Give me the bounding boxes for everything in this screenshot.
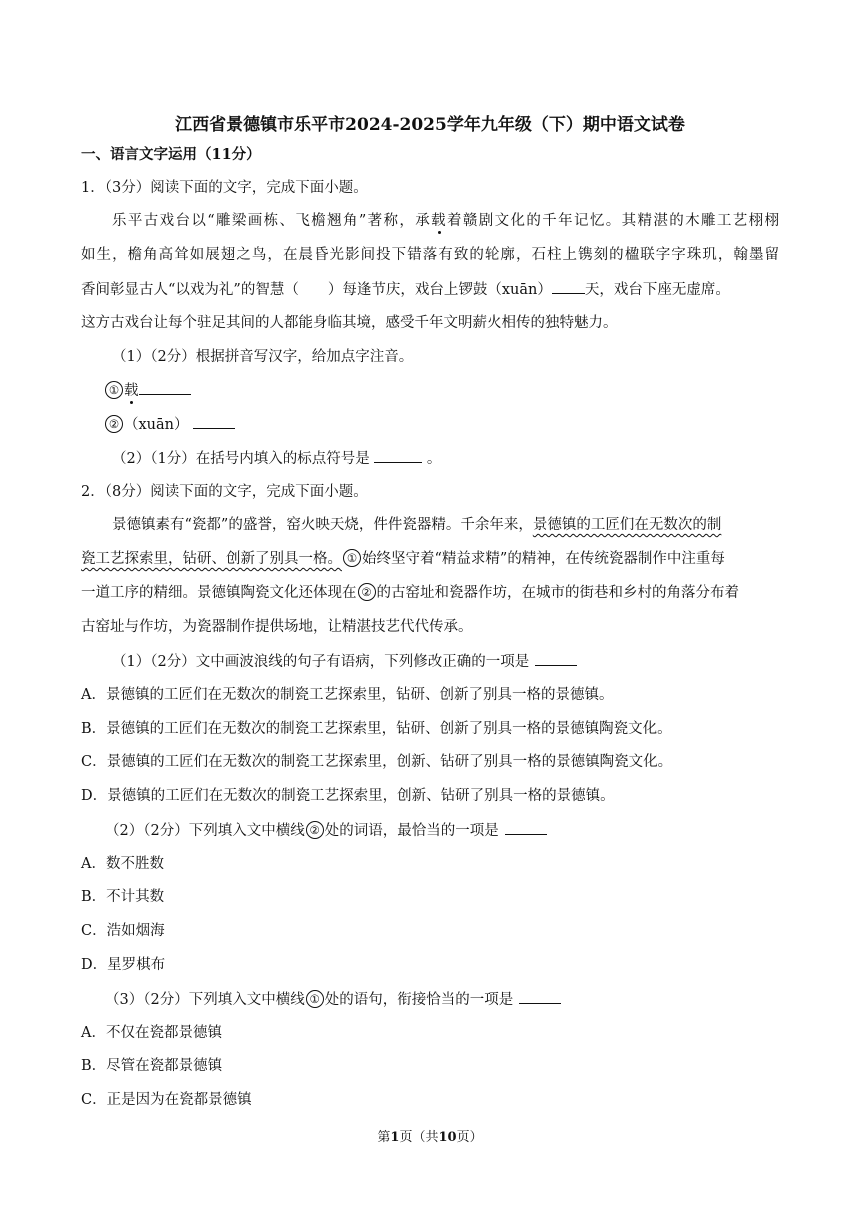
q1-passage-line-3: 香间彰显古人“以戏为礼”的智慧（ ）每逢节庆，戏台上锣鼓（xuān） 天，戏台下座无虚席。 xyxy=(81,279,730,300)
answer-blank[interactable] xyxy=(193,414,235,429)
option-b[interactable]: B．不计其数 xyxy=(81,889,165,905)
circled-number: ② xyxy=(358,583,376,601)
question-1-stem: 1．（3分）阅读下面的文字，完成下面小题。 xyxy=(81,180,368,196)
option-b[interactable]: B．尽管在瓷都景德镇 xyxy=(81,1058,223,1074)
q1-sub-1: （1）（2分）根据拼音写汉字，给加点字注音。 xyxy=(112,349,414,365)
page-footer: 第1页（共10页） xyxy=(377,1130,483,1145)
q2-passage-line-1: 景德镇素有“瓷都”的盛誉，窑火映天烧，件件瓷器精。千余年来，景德镇的工匠们在无数次的制 xyxy=(112,517,722,533)
wavy-underlined-sentence: 瓷工艺探索里，钻研、创新了别具一格。 xyxy=(81,551,342,567)
circled-number: ① xyxy=(105,381,123,399)
option-d[interactable]: D．景德镇的工匠们在无数次的制瓷工艺探索里，创新、钻研了别具一格的景德镇。 xyxy=(81,788,615,804)
wavy-underlined-sentence: 景德镇的工匠们在无数次的制 xyxy=(532,517,722,533)
q2-sub-1: （1）（2分）文中画波浪线的句子有语病，下列修改正确的一项是 xyxy=(112,651,577,672)
option-a[interactable]: A．景德镇的工匠们在无数次的制瓷工艺探索里，钻研、创新了别具一格的景德镇。 xyxy=(81,687,614,703)
answer-blank[interactable] xyxy=(505,820,547,835)
option-d[interactable]: D．星罗棋布 xyxy=(81,957,166,973)
exam-title: 江西省景德镇市乐平市2024-2025学年九年级（下）期中语文试卷 xyxy=(175,115,685,135)
circled-number: ① xyxy=(306,990,324,1008)
dotted-char: 载 xyxy=(431,213,448,229)
circled-number: ② xyxy=(105,415,123,433)
dotted-char: 载 xyxy=(124,383,139,399)
option-a[interactable]: A．不仅在瓷都景德镇 xyxy=(81,1025,222,1041)
q1-sub-2: （2）（1分）在括号内填入的标点符号是 。 xyxy=(112,448,441,469)
q1-passage-line-1: 乐平古戏台以“雕梁画栋、飞檐翘角”著称，承载着赣剧文化的千年记忆。其精湛的木雕工艺栩栩 xyxy=(112,213,780,229)
question-2-stem: 2．（8分）阅读下面的文字，完成下面小题。 xyxy=(81,484,368,500)
q1-item-2: ② （xuān） xyxy=(104,414,235,435)
page-number: 1 xyxy=(390,1130,400,1145)
option-c[interactable]: C．正是因为在瓷都景德镇 xyxy=(81,1092,252,1108)
option-c[interactable]: C．景德镇的工匠们在无数次的制瓷工艺探索里，创新、钻研了别具一格的景德镇陶瓷文化。 xyxy=(81,754,673,770)
section-heading: 一、语言文字运用（11分） xyxy=(81,146,261,163)
q1-item-1 xyxy=(104,380,191,401)
circled-number: ② xyxy=(306,821,324,839)
page-total: 10 xyxy=(438,1130,457,1145)
q2-passage-line-4: 古窑址与作坊，为瓷器制作提供场地，让精湛技艺代代传承。 xyxy=(81,619,473,635)
option-b[interactable]: B．景德镇的工匠们在无数次的制瓷工艺探索里，钻研、创新了别具一格的景德镇陶瓷文化。 xyxy=(81,721,672,737)
q2-sub-2: （2）（2分）下列填入文中横线 ② 处的词语，最恰当的一项是 xyxy=(105,820,547,841)
q2-sub-3: （3）（2分）下列填入文中横线 ① 处的语句，衔接恰当的一项是 xyxy=(105,989,561,1010)
q2-passage-line-2: 瓷工艺探索里，钻研、创新了别具一格。 ① 始终坚守着“精益求精”的精神，在传统瓷器制作中注重每 xyxy=(81,551,725,567)
answer-blank[interactable] xyxy=(535,651,577,666)
fill-blank[interactable] xyxy=(552,279,585,294)
option-a[interactable]: A．数不胜数 xyxy=(81,856,164,872)
answer-blank[interactable] xyxy=(519,989,561,1004)
circled-number: ① xyxy=(343,549,361,567)
q1-passage-line-2: 如生，檐角高耸如展翅之鸟，在晨昏光影间投下错落有致的轮廓，石柱上镌刻的楹联字字珠玑，翰墨留 xyxy=(81,247,779,263)
q1-passage-line-4: 这方古戏台让每个驻足其间的人都能身临其境，感受千年文明薪火相传的独特魅力。 xyxy=(81,315,618,331)
answer-blank[interactable] xyxy=(139,380,191,395)
answer-blank[interactable] xyxy=(374,448,422,463)
option-c[interactable]: C．浩如烟海 xyxy=(81,923,165,939)
q2-passage-line-3: 一道工序的精细。景德镇陶瓷文化还体现在 ② 的古窑址和瓷器作坊，在城市的街巷和乡村的角落分布着 xyxy=(81,585,739,601)
